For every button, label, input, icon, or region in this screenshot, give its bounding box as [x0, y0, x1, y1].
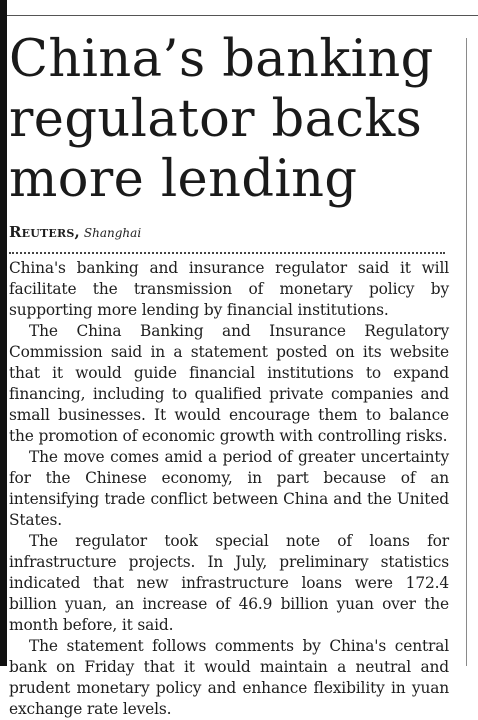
byline-place: Shanghai [83, 226, 142, 240]
article-body [9, 258, 449, 720]
headline-line-3: more lending [9, 150, 358, 209]
headline-line-1: China’s banking [9, 30, 434, 89]
paragraph-5: The statement follows comments by China's central bank on Friday that it would maintain a neutral and prudent monetary policy and enhance flexibility in yuan exchange rate levels. [9, 637, 449, 718]
headline-line-2: regulator backs [9, 90, 423, 149]
byline [9, 224, 449, 241]
top-rule [7, 15, 478, 16]
headline [9, 30, 449, 210]
paragraph-2: The China Banking and Insurance Regulatory Commission said in a statement posted on its website that it would guide financial institutions to expand financing, including to qualified private companies and small businesses. It would encourage them to balance the promotion of economic growth with controlling risks. [9, 322, 449, 445]
paragraph-4: The regulator took special note of loans for infrastructure projects. In July, preliminary statistics indicated that new infrastructure loans were 172.4 billion yuan, an increase of 46.9 billion yuan over the month before, it said. [9, 532, 449, 634]
column-rule [466, 38, 467, 666]
page-edge-bar [0, 0, 7, 666]
paragraph-1: China's banking and insurance regulator said it will facilitate the transmission of monetary policy by supporting more lending by financial institutions. [9, 259, 449, 319]
byline-agency: Reuters, [9, 223, 80, 241]
paragraph-3: The move comes amid a period of greater uncertainty for the Chinese economy, in part because of an intensifying trade conflict between China and the United States. [9, 448, 449, 529]
dotted-separator [9, 252, 445, 254]
news-article [9, 30, 449, 720]
